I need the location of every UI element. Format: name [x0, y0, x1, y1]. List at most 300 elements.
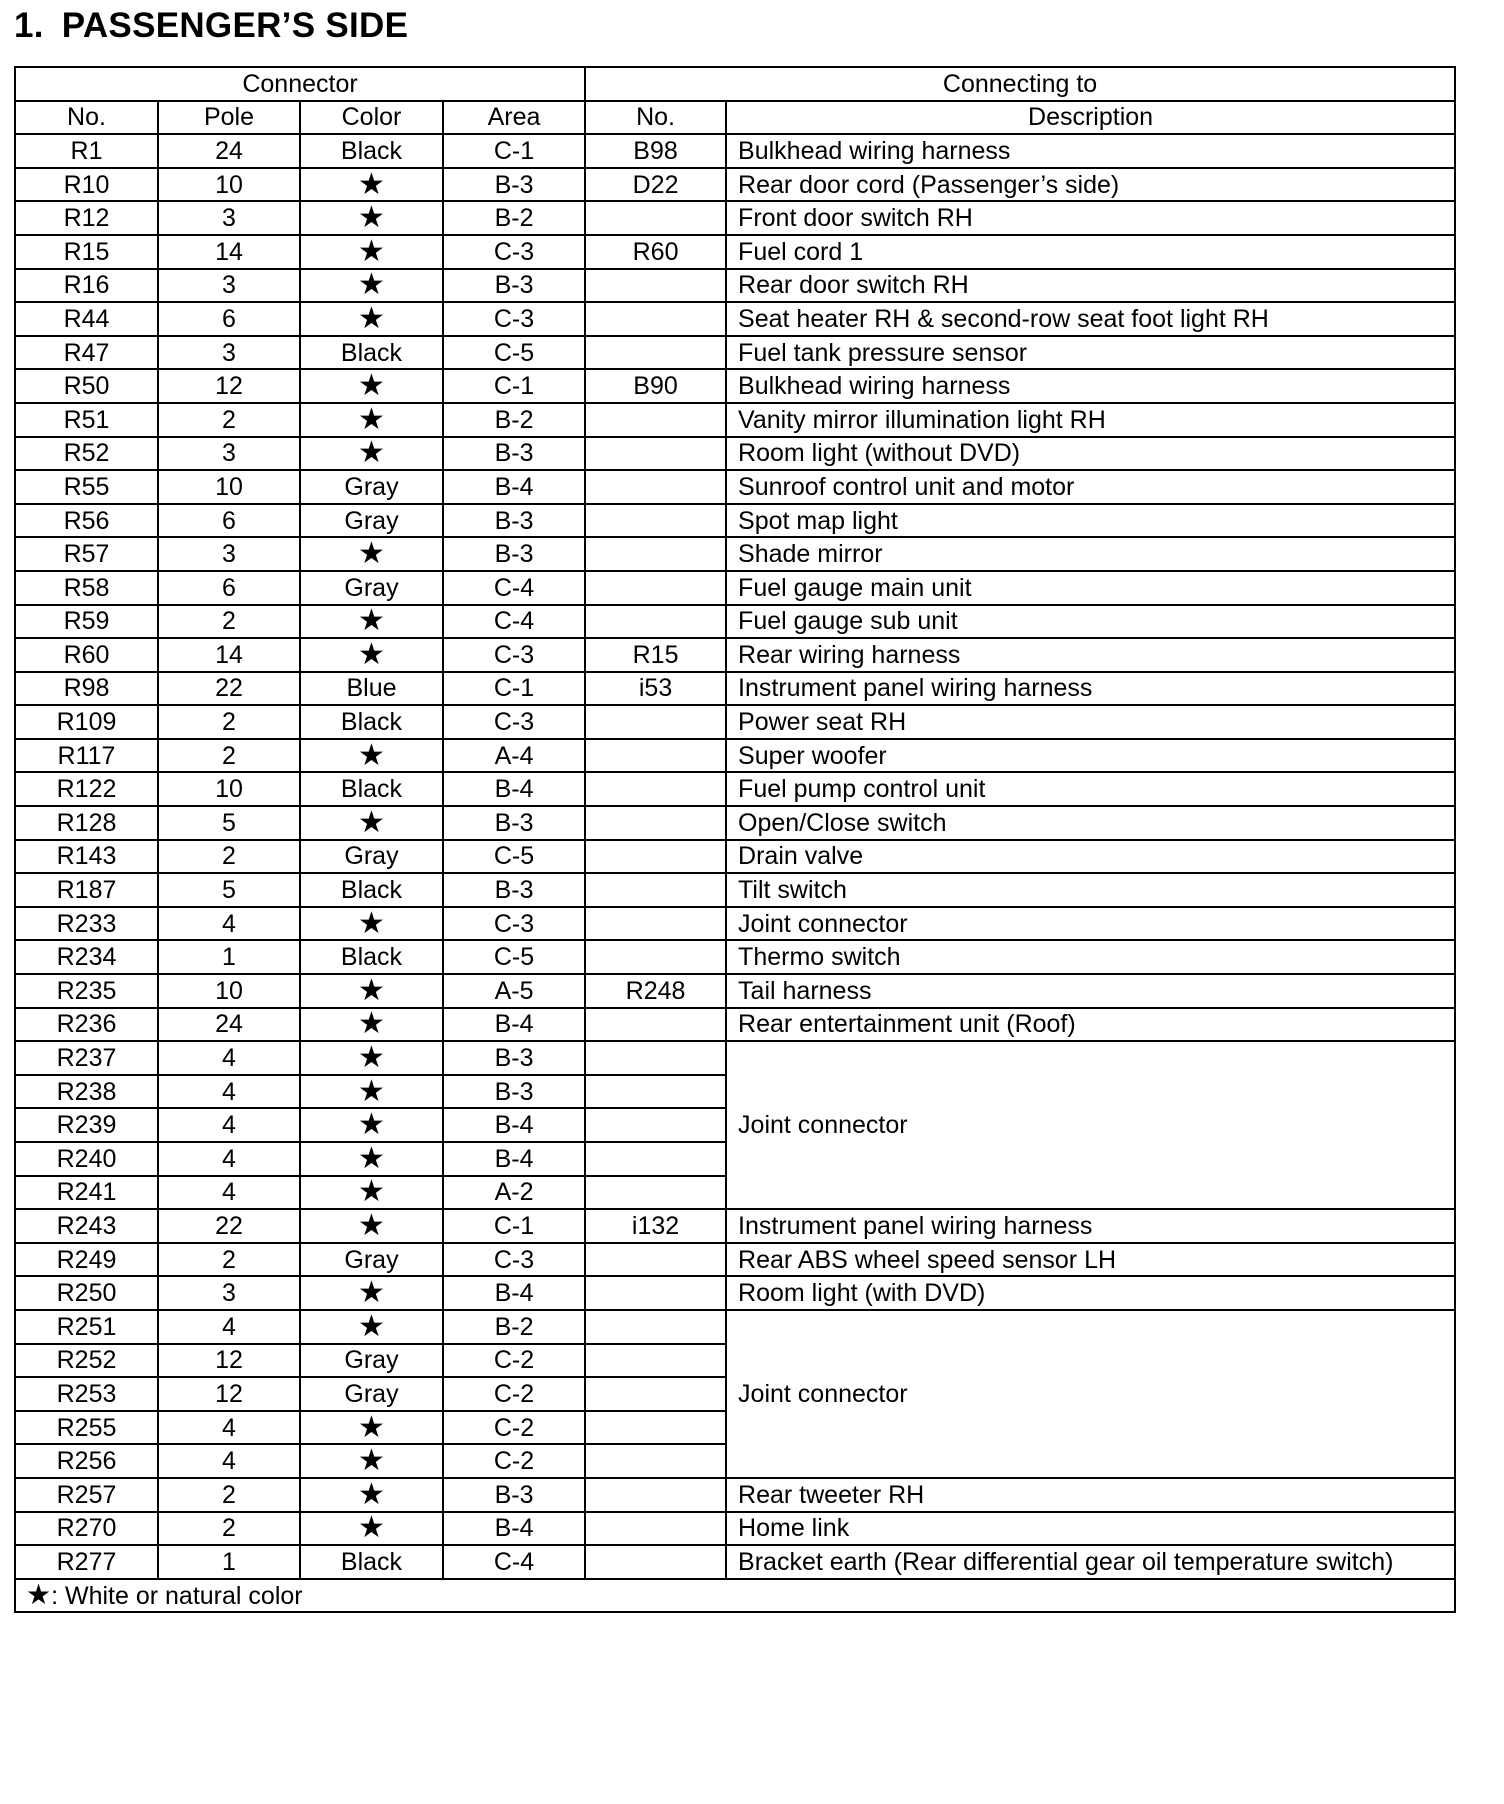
table-row [15, 638, 1455, 672]
pole-cell: 6 [158, 504, 300, 538]
connecting-no-cell [585, 1008, 726, 1042]
color-cell: Gray [300, 470, 443, 504]
color-cell: Gray [300, 1377, 443, 1411]
header-color: Color [300, 101, 443, 135]
connecting-no-cell [585, 605, 726, 639]
table-row [15, 201, 1455, 235]
area-cell: C-3 [443, 302, 585, 336]
description-cell: Bulkhead wiring harness [726, 134, 1455, 168]
star-icon: ★ [300, 403, 443, 437]
area-cell: B-4 [443, 1276, 585, 1310]
connector-no-cell: R128 [15, 806, 158, 840]
pole-cell: 12 [158, 369, 300, 403]
pole-cell: 10 [158, 470, 300, 504]
area-cell: C-1 [443, 672, 585, 706]
pole-cell: 1 [158, 940, 300, 974]
section-title: PASSENGER’S SIDE [61, 6, 409, 45]
table-row [15, 940, 1455, 974]
star-icon: ★ [300, 1075, 443, 1109]
connector-no-cell: R257 [15, 1478, 158, 1512]
description-cell: Fuel tank pressure sensor [726, 336, 1455, 370]
connector-no-cell: R51 [15, 403, 158, 437]
area-cell: C-1 [443, 369, 585, 403]
connecting-no-cell [585, 705, 726, 739]
connector-no-cell: R252 [15, 1344, 158, 1378]
table-row [15, 605, 1455, 639]
table-row [15, 269, 1455, 303]
pole-cell: 2 [158, 1243, 300, 1277]
color-cell: Black [300, 134, 443, 168]
pole-cell: 10 [158, 168, 300, 202]
color-cell: Gray [300, 571, 443, 605]
star-icon: ★ [300, 1276, 443, 1310]
table-row [15, 302, 1455, 336]
pole-cell: 4 [158, 1142, 300, 1176]
pole-cell: 24 [158, 134, 300, 168]
pole-cell: 4 [158, 907, 300, 941]
star-icon: ★ [300, 1444, 443, 1478]
connecting-no-cell [585, 1243, 726, 1277]
area-cell: C-1 [443, 134, 585, 168]
area-cell: B-3 [443, 1041, 585, 1075]
pole-cell: 2 [158, 1478, 300, 1512]
connector-no-cell: R240 [15, 1142, 158, 1176]
star-icon: ★ [300, 806, 443, 840]
table-row [15, 537, 1455, 571]
pole-cell: 2 [158, 739, 300, 773]
pole-cell: 3 [158, 201, 300, 235]
connecting-no-cell [585, 772, 726, 806]
connector-no-cell: R238 [15, 1075, 158, 1109]
star-icon: ★ [300, 168, 443, 202]
connecting-no-cell [585, 806, 726, 840]
area-cell: B-3 [443, 806, 585, 840]
connecting-no-cell [585, 336, 726, 370]
star-icon: ★ [26, 1579, 52, 1611]
star-icon: ★ [300, 1411, 443, 1445]
pole-cell: 5 [158, 873, 300, 907]
connecting-no-cell [585, 873, 726, 907]
description-cell: Sunroof control unit and motor [726, 470, 1455, 504]
connecting-no-cell [585, 1344, 726, 1378]
footnote [15, 1579, 1455, 1613]
pole-cell: 4 [158, 1411, 300, 1445]
description-cell: Shade mirror [726, 537, 1455, 571]
pole-cell: 2 [158, 403, 300, 437]
area-cell: C-2 [443, 1444, 585, 1478]
description-cell: Vanity mirror illumination light RH [726, 403, 1455, 437]
header-conn-no: No. [585, 101, 726, 135]
pole-cell: 2 [158, 840, 300, 874]
connector-no-cell: R60 [15, 638, 158, 672]
area-cell: B-3 [443, 504, 585, 538]
connector-no-cell: R251 [15, 1310, 158, 1344]
description-cell: Room light (with DVD) [726, 1276, 1455, 1310]
area-cell: B-3 [443, 537, 585, 571]
description-cell: Front door switch RH [726, 201, 1455, 235]
description-cell: Open/Close switch [726, 806, 1455, 840]
area-cell: B-4 [443, 1008, 585, 1042]
description-cell: Room light (without DVD) [726, 437, 1455, 471]
connector-no-cell: R243 [15, 1209, 158, 1243]
table-row [15, 873, 1455, 907]
table-row [15, 1310, 1455, 1344]
table-row [15, 1512, 1455, 1546]
connector-no-cell: R237 [15, 1041, 158, 1075]
area-cell: C-1 [443, 1209, 585, 1243]
table-row [15, 672, 1455, 706]
connector-no-cell: R44 [15, 302, 158, 336]
table-row [15, 1243, 1455, 1277]
star-icon: ★ [300, 1310, 443, 1344]
column-header-row [15, 101, 1455, 135]
connector-no-cell: R1 [15, 134, 158, 168]
connecting-no-cell [585, 907, 726, 941]
star-icon: ★ [300, 739, 443, 773]
connecting-no-cell [585, 470, 726, 504]
connecting-no-cell [585, 302, 726, 336]
color-cell: Black [300, 772, 443, 806]
area-cell: B-4 [443, 470, 585, 504]
connecting-no-cell [585, 1377, 726, 1411]
pole-cell: 6 [158, 302, 300, 336]
footnote-row [15, 1579, 1455, 1613]
color-cell: Blue [300, 672, 443, 706]
header-pole: Pole [158, 101, 300, 135]
star-icon: ★ [300, 1209, 443, 1243]
pole-cell: 3 [158, 269, 300, 303]
connector-no-cell: R235 [15, 974, 158, 1008]
star-icon: ★ [300, 638, 443, 672]
star-icon: ★ [300, 369, 443, 403]
table-row [15, 504, 1455, 538]
description-cell: Spot map light [726, 504, 1455, 538]
connector-no-cell: R233 [15, 907, 158, 941]
star-icon: ★ [300, 201, 443, 235]
connector-no-cell: R187 [15, 873, 158, 907]
section-number: 1. [14, 6, 44, 45]
star-icon: ★ [300, 1108, 443, 1142]
connecting-no-cell [585, 1041, 726, 1075]
area-cell: B-3 [443, 168, 585, 202]
area-cell: C-3 [443, 638, 585, 672]
star-icon: ★ [300, 1176, 443, 1210]
star-icon: ★ [300, 1512, 443, 1546]
connecting-no-cell [585, 1512, 726, 1546]
connecting-no-cell: R248 [585, 974, 726, 1008]
area-cell: B-3 [443, 437, 585, 471]
pole-cell: 24 [158, 1008, 300, 1042]
area-cell: C-5 [443, 840, 585, 874]
connector-no-cell: R57 [15, 537, 158, 571]
pole-cell: 4 [158, 1108, 300, 1142]
table-row [15, 1008, 1455, 1042]
connecting-no-cell [585, 739, 726, 773]
table-row [15, 907, 1455, 941]
connecting-no-cell [585, 1411, 726, 1445]
pole-cell: 3 [158, 537, 300, 571]
area-cell: C-2 [443, 1411, 585, 1445]
connector-no-cell: R56 [15, 504, 158, 538]
connecting-no-cell [585, 1276, 726, 1310]
table-row [15, 134, 1455, 168]
star-icon: ★ [300, 269, 443, 303]
header-area: Area [443, 101, 585, 135]
pole-cell: 4 [158, 1310, 300, 1344]
table-body [15, 134, 1455, 1579]
table-row [15, 571, 1455, 605]
color-cell: Gray [300, 1243, 443, 1277]
color-cell: Black [300, 1545, 443, 1579]
connector-no-cell: R47 [15, 336, 158, 370]
table-row [15, 437, 1455, 471]
connecting-no-cell [585, 940, 726, 974]
table-row [15, 403, 1455, 437]
star-icon: ★ [300, 1142, 443, 1176]
group-header-row [15, 67, 1455, 101]
area-cell: B-2 [443, 201, 585, 235]
connecting-no-cell [585, 1075, 726, 1109]
description-cell: Bracket earth (Rear differential gear oil temperature switch) [726, 1545, 1455, 1579]
connecting-no-cell [585, 201, 726, 235]
pole-cell: 3 [158, 336, 300, 370]
table-row [15, 168, 1455, 202]
connecting-no-cell [585, 1142, 726, 1176]
pole-cell: 5 [158, 806, 300, 840]
area-cell: B-2 [443, 1310, 585, 1344]
table-row [15, 235, 1455, 269]
description-cell: Tail harness [726, 974, 1455, 1008]
area-cell: C-4 [443, 605, 585, 639]
connector-no-cell: R122 [15, 772, 158, 806]
pole-cell: 2 [158, 605, 300, 639]
description-cell: Home link [726, 1512, 1455, 1546]
connecting-no-cell [585, 1478, 726, 1512]
description-cell: Rear entertainment unit (Roof) [726, 1008, 1455, 1042]
color-cell: Gray [300, 840, 443, 874]
area-cell: B-4 [443, 1142, 585, 1176]
table-row [15, 806, 1455, 840]
description-cell: Rear door switch RH [726, 269, 1455, 303]
pole-cell: 22 [158, 1209, 300, 1243]
table-row [15, 772, 1455, 806]
connector-no-cell: R236 [15, 1008, 158, 1042]
connecting-no-cell: i53 [585, 672, 726, 706]
table-row [15, 840, 1455, 874]
color-cell: Black [300, 940, 443, 974]
area-cell: C-5 [443, 940, 585, 974]
connecting-no-cell [585, 1444, 726, 1478]
pole-cell: 22 [158, 672, 300, 706]
area-cell: C-3 [443, 1243, 585, 1277]
connecting-no-cell: B98 [585, 134, 726, 168]
pole-cell: 4 [158, 1176, 300, 1210]
connector-no-cell: R98 [15, 672, 158, 706]
color-cell: Gray [300, 504, 443, 538]
area-cell: B-2 [443, 403, 585, 437]
connector-no-cell: R249 [15, 1243, 158, 1277]
description-cell: Joint connector [726, 907, 1455, 941]
area-cell: B-3 [443, 1075, 585, 1109]
connector-no-cell: R16 [15, 269, 158, 303]
description-cell: Thermo switch [726, 940, 1455, 974]
area-cell: A-4 [443, 739, 585, 773]
description-cell: Rear ABS wheel speed sensor LH [726, 1243, 1455, 1277]
table-row [15, 1209, 1455, 1243]
description-cell: Fuel cord 1 [726, 235, 1455, 269]
connector-no-cell: R234 [15, 940, 158, 974]
table-row [15, 1478, 1455, 1512]
connecting-no-cell [585, 437, 726, 471]
area-cell: B-3 [443, 269, 585, 303]
connector-no-cell: R109 [15, 705, 158, 739]
area-cell: C-3 [443, 235, 585, 269]
connecting-no-cell: B90 [585, 369, 726, 403]
connector-no-cell: R253 [15, 1377, 158, 1411]
pole-cell: 14 [158, 235, 300, 269]
pole-cell: 12 [158, 1344, 300, 1378]
description-cell: Instrument panel wiring harness [726, 672, 1455, 706]
footnote-text: : White or natural color [51, 1582, 303, 1611]
connector-no-cell: R270 [15, 1512, 158, 1546]
header-connecting-to: Connecting to [585, 67, 1455, 101]
connecting-no-cell [585, 504, 726, 538]
table-row [15, 1276, 1455, 1310]
pole-cell: 6 [158, 571, 300, 605]
table-row [15, 1041, 1455, 1075]
connecting-no-cell [585, 1545, 726, 1579]
area-cell: B-3 [443, 1478, 585, 1512]
description-cell: Rear tweeter RH [726, 1478, 1455, 1512]
pole-cell: 2 [158, 1512, 300, 1546]
connector-no-cell: R59 [15, 605, 158, 639]
area-cell: C-5 [443, 336, 585, 370]
description-cell: Seat heater RH & second-row seat foot light RH [726, 302, 1455, 336]
star-icon: ★ [300, 437, 443, 471]
description-cell: Fuel gauge sub unit [726, 605, 1455, 639]
pole-cell: 14 [158, 638, 300, 672]
connecting-no-cell [585, 1108, 726, 1142]
description-cell: Joint connector [726, 1041, 1455, 1209]
area-cell: C-3 [443, 907, 585, 941]
connector-no-cell: R239 [15, 1108, 158, 1142]
connector-no-cell: R12 [15, 201, 158, 235]
area-cell: B-4 [443, 1512, 585, 1546]
description-cell: Power seat RH [726, 705, 1455, 739]
connecting-no-cell: R15 [585, 638, 726, 672]
description-cell: Super woofer [726, 739, 1455, 773]
star-icon: ★ [300, 1008, 443, 1042]
connector-no-cell: R15 [15, 235, 158, 269]
connecting-no-cell: i132 [585, 1209, 726, 1243]
connector-no-cell: R117 [15, 739, 158, 773]
description-cell: Tilt switch [726, 873, 1455, 907]
star-icon: ★ [300, 1041, 443, 1075]
description-cell: Bulkhead wiring harness [726, 369, 1455, 403]
pole-cell: 12 [158, 1377, 300, 1411]
connector-no-cell: R10 [15, 168, 158, 202]
connector-no-cell: R241 [15, 1176, 158, 1210]
connecting-no-cell [585, 1310, 726, 1344]
connector-no-cell: R250 [15, 1276, 158, 1310]
connector-table [14, 66, 1456, 1613]
star-icon: ★ [300, 974, 443, 1008]
pole-cell: 3 [158, 1276, 300, 1310]
area-cell: A-5 [443, 974, 585, 1008]
table-row [15, 336, 1455, 370]
description-cell: Drain valve [726, 840, 1455, 874]
description-cell: Fuel pump control unit [726, 772, 1455, 806]
area-cell: C-4 [443, 571, 585, 605]
description-cell: Instrument panel wiring harness [726, 1209, 1455, 1243]
pole-cell: 10 [158, 974, 300, 1008]
connecting-no-cell [585, 571, 726, 605]
connecting-no-cell [585, 1176, 726, 1210]
pole-cell: 4 [158, 1041, 300, 1075]
connecting-no-cell [585, 537, 726, 571]
area-cell: C-3 [443, 705, 585, 739]
table-row [15, 974, 1455, 1008]
header-connector: Connector [15, 67, 585, 101]
connector-no-cell: R50 [15, 369, 158, 403]
star-icon: ★ [300, 537, 443, 571]
area-cell: B-4 [443, 772, 585, 806]
star-icon: ★ [300, 1478, 443, 1512]
star-icon: ★ [300, 907, 443, 941]
area-cell: A-2 [443, 1176, 585, 1210]
table-row [15, 705, 1455, 739]
area-cell: C-4 [443, 1545, 585, 1579]
pole-cell: 4 [158, 1075, 300, 1109]
color-cell: Black [300, 336, 443, 370]
connecting-no-cell [585, 269, 726, 303]
table-row [15, 369, 1455, 403]
header-description: Description [726, 101, 1455, 135]
pole-cell: 2 [158, 705, 300, 739]
header-no: No. [15, 101, 158, 135]
star-icon: ★ [300, 302, 443, 336]
table-row [15, 1545, 1455, 1579]
pole-cell: 4 [158, 1444, 300, 1478]
description-cell: Fuel gauge main unit [726, 571, 1455, 605]
pole-cell: 10 [158, 772, 300, 806]
star-icon: ★ [300, 235, 443, 269]
area-cell: C-2 [443, 1377, 585, 1411]
connecting-no-cell: D22 [585, 168, 726, 202]
description-cell: Rear wiring harness [726, 638, 1455, 672]
connector-no-cell: R277 [15, 1545, 158, 1579]
star-icon: ★ [300, 605, 443, 639]
pole-cell: 1 [158, 1545, 300, 1579]
connector-no-cell: R52 [15, 437, 158, 471]
section-heading [14, 6, 408, 46]
color-cell: Gray [300, 1344, 443, 1378]
connector-no-cell: R143 [15, 840, 158, 874]
connector-no-cell: R58 [15, 571, 158, 605]
description-cell: Rear door cord (Passenger’s side) [726, 168, 1455, 202]
area-cell: C-2 [443, 1344, 585, 1378]
pole-cell: 3 [158, 437, 300, 471]
connector-no-cell: R256 [15, 1444, 158, 1478]
description-cell: Joint connector [726, 1310, 1455, 1478]
color-cell: Black [300, 705, 443, 739]
connector-no-cell: R255 [15, 1411, 158, 1445]
connector-no-cell: R55 [15, 470, 158, 504]
connecting-no-cell: R60 [585, 235, 726, 269]
connecting-no-cell [585, 403, 726, 437]
table-row [15, 739, 1455, 773]
color-cell: Black [300, 873, 443, 907]
